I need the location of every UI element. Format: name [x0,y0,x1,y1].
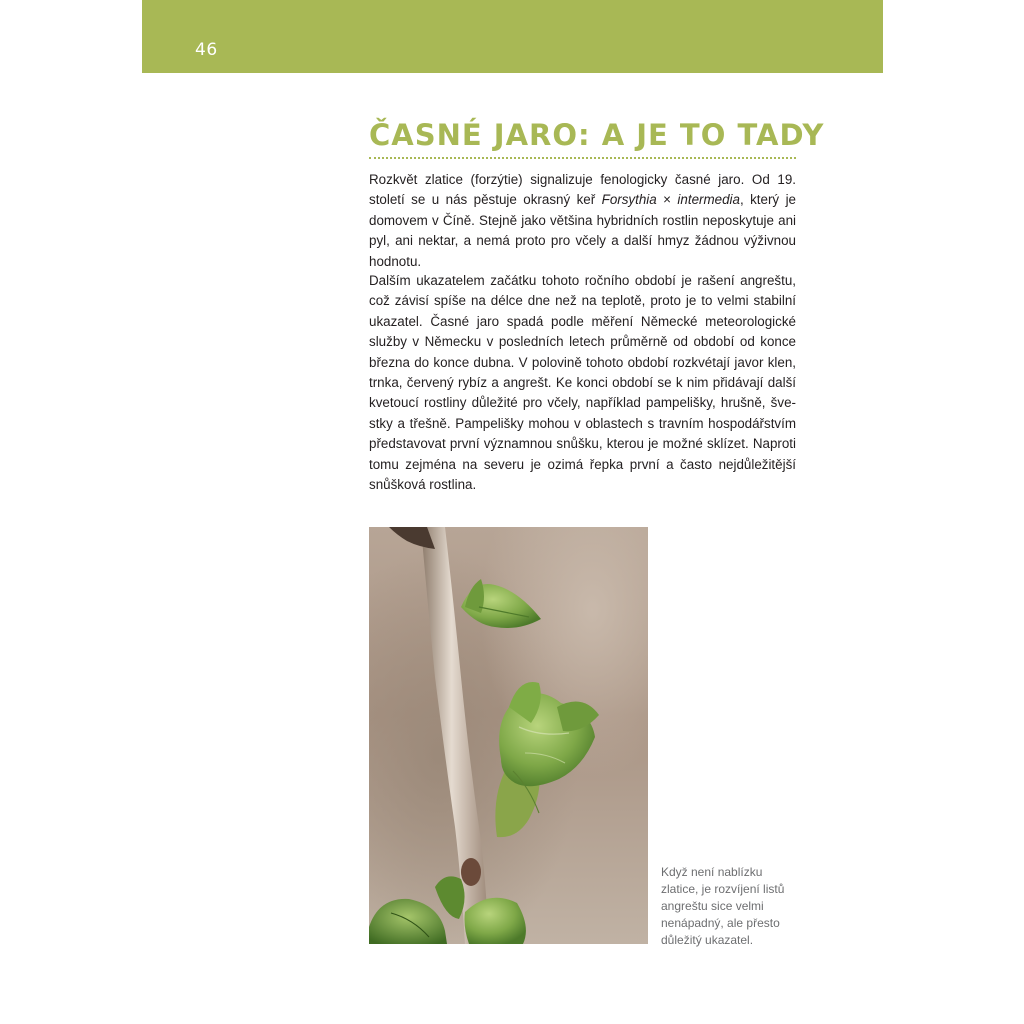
photo-caption: Když není nablízku zlatice, je rozvíjení listů angreštu sice velmi nenápadný, ale přesto důležitý ukazatel. [661,865,785,947]
species-genus: Forsythia [601,192,657,208]
page-title: ČASNÉ JARO: A JE TO TADY [369,118,825,152]
paragraph-2: Dalším ukazatelem začátku tohoto ročního období je rašení angreštu, což závisí spíše na délce dne než na teplotě, proto je to velmi stabilní ukazatel. Časné jaro spadá podle měření Německé meteorologické služby v Německu v posledních letech průměrně od období od konce března do konce dubna. V polovině tohoto období rozkvétají javor klen, trnka, červený rybíz a angrešt. Ke konci období se k nim přidávají další kvetoucí rostliny důležité pro včely, například pampelišky, hrušně, švestky a třešně. Pampelišky mohou v oblastech s travním hospodářstvím představovat první významnou snůšku, kterou je možné sklízet. Naproti tomu zejména na severu je ozimá řepka první a často nejdůležitější snůšková rostlina. [369,273,796,493]
paragraph-1 [369,170,796,272]
title-divider [369,157,796,159]
hybrid-cross: × [656,192,678,208]
paragraph-1-text-start: Rozkvět zlatice (forzýtie) signalizuje fenologicky časné jaro. Od 19. století se u nás pěstuje okrasný keř [369,172,796,208]
paragraph-1-text-end: , který je domovem v Číně. Stejně jako většina hybridních rostlin neposkytuje ani pyl, ani nektar, a nemá proto pro včely a další hmyz žádnou výživnou hodnotu. [369,192,796,269]
gooseberry-bud-photo [369,527,648,944]
species-epithet: intermedia [677,192,740,208]
page-number: 46 [195,40,218,60]
header-bar [142,0,883,73]
